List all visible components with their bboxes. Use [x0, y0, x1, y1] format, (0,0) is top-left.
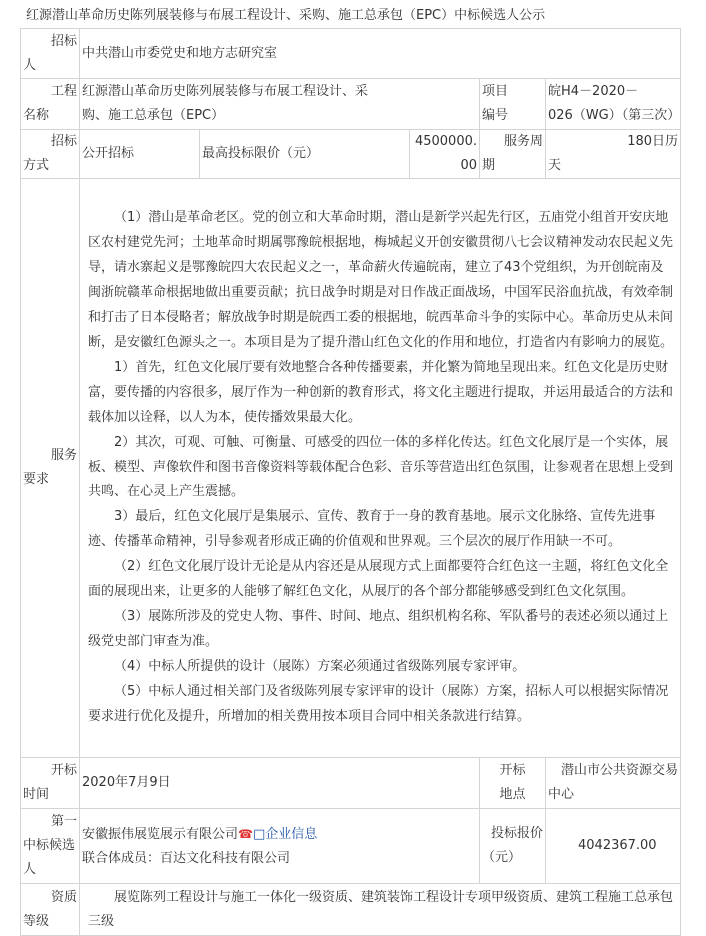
- service-paragraph: 1）首先，红色文化展厅要有效地整合各种传播要素，并化繁为简地呈现出来。红色文化是历史财富，要传播的内容很多，展厅作为一种创新的教育形式，将文化主题进行提取，并运用最适合的方法和载体加以诠释，以人为本，使传播效果最大化。: [88, 359, 674, 425]
- opening-time-label: 开标 时间: [21, 758, 80, 809]
- row-tenderer: [21, 29, 681, 79]
- method-value: 公开招标: [80, 130, 200, 179]
- project-code-label: 项目 编号: [480, 79, 546, 130]
- tenderer-label: 招标 人: [21, 29, 80, 79]
- method-label: 招标 方式: [21, 130, 80, 179]
- candidate-label: 第一 中标候选 人: [21, 809, 80, 884]
- opening-place-label: 开标 地点: [480, 758, 546, 809]
- period-label: 服务周 期: [480, 130, 546, 179]
- service-paragraph: （5）中标人通过相关部门及省级陈列展专家评审的设计（展陈）方案，招标人可以根据实际情况要求进行优化及提升，所增加的相关费用按本项目合同中相关条款进行结算。: [88, 683, 669, 724]
- project-name: 红源潜山革命历史陈列展装修与布展工程设计、采 购、施工总承包（EPC）: [80, 79, 480, 130]
- page-title: 红源潜山革命历史陈列展装修与布展工程设计、采购、施工总承包（EPC）中标候选人公示: [26, 8, 546, 23]
- opening-place: 潜山市公共资源交易 中心: [546, 758, 681, 809]
- service-paragraph: （4）中标人所提供的设计（展陈）方案必须通过省级陈列展专家评审。: [114, 658, 526, 674]
- service-label: 服务 要求: [21, 179, 80, 758]
- project-label: 工程 名称: [21, 79, 80, 130]
- project-code: 皖H4－2020－ 026（WG）（第三次）: [546, 79, 681, 130]
- enterprise-info-link[interactable]: □企业信息: [252, 826, 318, 842]
- service-paragraph: （2）红色文化展厅设计无论是从内容还是从展现方式上面都要符合红色这一主题，将红色文化全面的展现出来，让更多的人能够了解红色文化，从展厅的各个部分都能够感受到红色文化氛围。: [88, 559, 669, 600]
- row-method: [21, 130, 681, 179]
- max-price-label: 最高投标限价（元）: [200, 130, 410, 179]
- tenderer-value: 中共潜山市委党史和地方志研究室: [80, 29, 681, 79]
- notice-table: [20, 28, 681, 936]
- opening-date: 2020年7月9日: [80, 758, 480, 809]
- row-qualification: [21, 884, 681, 936]
- max-price-value: 4500000.00: [410, 130, 480, 179]
- candidate-company: 安徽振伟展览展示有限公司: [82, 826, 239, 842]
- service-paragraph: 2）其次，可观、可触、可衡量、可感受的四位一体的多样化传达。红色文化展厅是一个实体，展板、模型、声像软件和图书音像资料等载体配合色彩、音乐等营造出红色氛围，让参观者在思想上受到共鸣、在心灵上产生震撼。: [88, 434, 674, 500]
- consortium-member: 联合体成员：百达文化科技有限公司: [82, 850, 291, 866]
- row-service: [21, 179, 681, 758]
- row-candidate: [21, 809, 681, 884]
- service-paragraph: （1）潜山是革命老区。党的创立和大革命时期，潜山是新学兴起先行区，五庙党小组首开安庆地区农村建党先河；土地革命时期属鄂豫皖根据地，梅城起义开创安徽贯彻八七会议精神发动农民起义先导，请水寨起义是鄂豫皖四大农民起义之一，革命薪火传遍皖南，建立了43个党组织，为开创皖南及闽浙皖赣革命根据地做出重要贡献；抗日战争时期是对日作战正面战场，中国军民浴血抗战，有效牵制和打击了日本侵略者；解放战争时期是皖西工委的根据地，皖西革命斗争的实际中心。革命历史从未间断，是安徽红色源头之一。本项目是为了提升潜山红色文化的作用和地位，打造省内有影响力的展览。: [88, 210, 674, 351]
- period-value: 180日历 天: [546, 130, 681, 179]
- service-content: [80, 179, 681, 758]
- row-opening: [21, 758, 681, 809]
- phone-icon[interactable]: ☎: [238, 826, 253, 841]
- bid-price-value: 4042367.00: [546, 809, 681, 884]
- qualification-value: 展览陈列工程设计与施工一体化一级资质、建筑装饰工程设计专项甲级资质、建筑工程施工总承包三级: [80, 884, 681, 936]
- qualification-label: 资质 等级: [21, 884, 80, 936]
- service-paragraph: （3）展陈所涉及的党史人物、事件、时间、地点、组织机构名称、军队番号的表述必须以通过上级党史部门审查为准。: [88, 608, 669, 649]
- service-paragraph: 3）最后，红色文化展厅是集展示、宣传、教育于一身的教育基地。展示文化脉络、宣传先进事迹、传播革命精神，引导参观者形成正确的价值观和世界观。三个层次的展厅作用缺一不可。: [88, 509, 656, 550]
- bid-price-label: 投标报价 （元）: [480, 809, 546, 884]
- row-project: [21, 79, 681, 130]
- candidate-info: [80, 809, 480, 884]
